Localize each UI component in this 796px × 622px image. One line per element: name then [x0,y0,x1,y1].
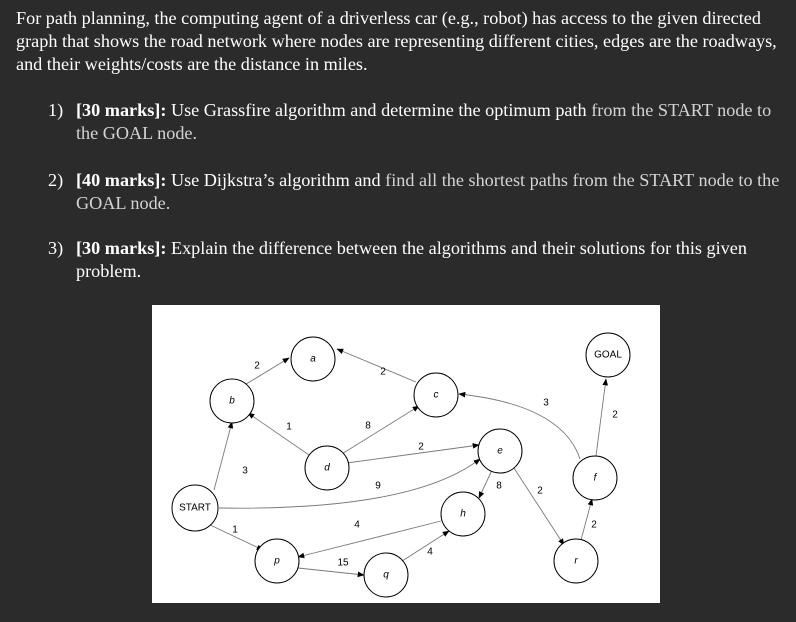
weight-f-c: 3 [543,397,549,409]
node-p [255,539,299,583]
node-q [364,553,408,597]
question-number: 1) [48,100,64,120]
edge-d-c [337,406,419,457]
question-marks: [40 marks]: [76,170,167,190]
svg-text:p: p [274,555,280,567]
question-3 [48,237,788,283]
question-text: Use Grassfire algorithm and determine the optimum path [166,100,587,120]
question-number: 3) [48,238,64,258]
weight-d-b: 1 [286,421,292,433]
svg-text:q: q [383,569,389,581]
node-f [573,456,617,500]
svg-text:f: f [593,472,597,484]
weight-start-b: 3 [242,465,248,477]
svg-text:d: d [324,462,330,474]
edge-start-b [214,422,232,490]
svg-text:r: r [574,555,578,567]
svg-text:GOAL: GOAL [594,349,622,361]
weight-q-h: 4 [427,546,433,558]
edge-c-a [337,349,416,382]
weight-b-a: 2 [254,360,260,372]
edge-d-b [248,413,309,455]
question-number: 2) [48,170,64,190]
node-d [305,446,349,490]
weight-e-h: 8 [496,480,502,492]
node-a [291,337,335,381]
svg-text:START: START [179,502,211,514]
edge-e-r [512,465,564,545]
question-marks: [30 marks]: [76,100,167,120]
weight-start-p: 1 [232,524,238,536]
node-r [554,539,598,583]
svg-text:b: b [229,395,235,407]
question-text-continued: find all the shortest paths from the START node to the GOAL node. [76,170,780,213]
svg-text:c: c [433,389,439,401]
weight-c-a: 2 [380,366,386,378]
node-c [414,373,458,417]
weight-e-r: 2 [537,485,543,497]
weight-p-q: 15 [337,557,349,569]
edge-start-e [219,459,480,508]
svg-text:e: e [497,445,503,457]
question-marks: [30 marks]: [76,238,167,258]
node-goal [586,333,630,377]
edge-b-a [243,358,289,386]
road-network-graph [152,305,660,603]
edge-q-h [399,531,449,563]
weight-d-c: 8 [365,420,371,432]
question-1 [48,99,788,145]
problem-intro: For path planning, the computing agent of a driverless car (e.g., robot) has access to the given directed graph that shows the road network where nodes are representing different cities, edges are the roadways, and their weights/costs are the distance in miles. [16,8,777,74]
weight-start-e: 9 [375,480,381,492]
question-2 [48,169,788,215]
graph-canvas [152,305,660,603]
edge-f-goal [596,379,606,456]
node-e [478,429,522,473]
node-b [210,379,254,423]
edge-e-h [479,470,492,498]
question-text: Use Dijkstra’s algorithm and [166,170,381,190]
weight-f-goal: 2 [612,409,618,421]
weight-r-f: 2 [591,519,597,531]
node-h [441,492,485,536]
edge-d-e [347,445,479,463]
node-start [172,485,218,531]
weight-h-p: 4 [354,519,360,531]
edge-p-q [298,568,364,575]
svg-text:h: h [460,508,466,520]
weight-d-e: 2 [418,441,424,453]
svg-text:a: a [310,353,316,365]
edge-h-p [298,521,441,557]
question-text-continued: from the START node to the GOAL node. [76,100,772,143]
question-text: Explain the difference between the algorithms and their solutions for this given problem. [76,238,747,281]
